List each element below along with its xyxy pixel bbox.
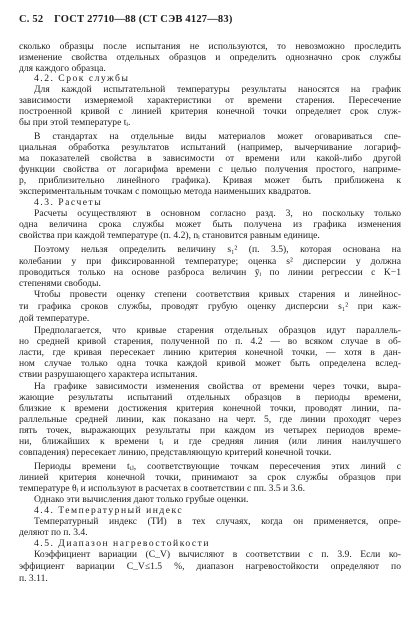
text-line: Поэтому нельзя определить величину s₁² (п. 3.5), которая основана на [34, 244, 401, 255]
standard-designation: ГОСТ 27710—88 (СТ СЭВ 4127—83) [54, 14, 233, 25]
text-line: проводиться только на основе разброса величин ȳᵢ по линии регрессии с K−1 [19, 267, 401, 278]
text-line: температуре θᵢ и используют в расчетах в соответствии с пп. 3.5 и 3.6. [19, 483, 305, 494]
section-heading: 4.5. Диапазон нагревостойкости [34, 538, 210, 549]
text-line: Коэффициент вариации (C_V) вычисляют в соответствии с п. 3.9. Если ко- [34, 549, 401, 560]
text-line: Для каждой испытательной температуры результаты наносятся на график [34, 84, 401, 95]
text-line: ствии разрушающего характера испытания. [19, 369, 198, 380]
text-line: деляют по п. 3.4. [19, 527, 88, 538]
text-line: Расчеты осуществляют в основном согласно разд. 3, но поскольку только [34, 208, 401, 219]
text-line: совпадения) пересекает линию, представляющую критерий конечной точки. [19, 447, 332, 458]
text-line: ти графика сроков службы, проводят грубую оценку дисперсии s₁² при каж- [19, 301, 401, 312]
text-line: одна величина срока службы может быть получена из графика изменения [19, 219, 401, 230]
text-line: близкие к времени достижения критерия конечной точки, проводят линии, па- [19, 403, 401, 414]
text-line: п. 3.11. [19, 573, 48, 584]
text-line: На графике зависимости изменения свойства от времени через точки, выра- [34, 381, 401, 392]
text-line: ма показателей свойства в зависимости от времени или какой-либо другой [19, 153, 401, 164]
section-heading: 4.4. Температурный индекс [34, 505, 184, 516]
text-line: степенями свободы. [19, 278, 101, 289]
text-line: циальная обработка результатов испытаний (например, вычерчивание логариф- [19, 142, 401, 153]
text-line: экспериментальным точкам с помощью метода наименьших квадратов. [19, 186, 312, 197]
text-line: раллельные средней линии, как показано на черт. 5, где линии проходят через [19, 414, 401, 425]
text-line: Периоды времени tᵢⱼ, соответствующие точкам пересечения этих линий с [34, 461, 401, 472]
page-number: С. 52 [19, 14, 44, 25]
text-line: дой температуре. [19, 313, 90, 324]
text-line: свойства при каждой температуре (п. 4.2), nᵢ становится равным единице. [19, 230, 320, 241]
text-line: ни, ближайших к времени tᵢ и где средняя линия (или линия наилучшего [19, 436, 401, 447]
page-header [19, 14, 233, 25]
text-line: В стандартах на отдельные виды материалов может оговариваться спе- [34, 131, 401, 142]
text-line: ном случае только одна точка каждой кривой может быть определена вслед- [19, 358, 401, 369]
text-line: эффициент вариации C_V≤1.5 %, диапазон нагревостойкости определяют по [19, 561, 401, 572]
text-line: пять точек, выражающих результаты при каждом из четырех периодов време- [19, 425, 401, 436]
text-line: но средней кривой старения, полученной по п. 4.2 — во всяком случае в об- [19, 336, 401, 347]
text-line: для каждого образца. [19, 63, 106, 74]
text-line: сколько образцы после испытания не используются, то невозможно проследить [19, 41, 401, 52]
text-line: Чтобы провести оценку степени соответствия кривых старения и линейнос- [34, 289, 401, 300]
section-heading: 4.3. Расчеты [34, 197, 103, 208]
text-line: ласти, где кривая пересекает линию критерия конечной точки, — хотя в дан- [19, 347, 401, 358]
text-line: колебании y при фиксированной температуре; оценка s² дисперсии y должна [19, 256, 401, 267]
text-line: Однако эти вычисления дают только грубые оценки. [34, 494, 249, 505]
text-line: р, приблизительно линейного графика). Кривая может быть приближена к [19, 175, 401, 186]
text-line: изменение свойства отдельных образцов и определить однозначно срок службы [19, 52, 401, 63]
text-line: зависимости измеряемой характеристики от времени старения. Пересечение [19, 95, 401, 106]
text-line: жающие результаты испытаний отдельных образцов в периоды времени, [19, 392, 401, 403]
text-line: построенной кривой с линией критерия конечной точки определяет срок служ- [19, 106, 401, 117]
text-line: функции свойства от логарифма времени с целью получения простого, наприме- [19, 164, 401, 175]
text-line: бы при этой температуре tᵢ. [19, 117, 131, 128]
text-line: Предполагается, что кривые старения отдельных образцов идут параллель- [34, 325, 401, 336]
text-line: Температурный индекс (ТИ) в тех случаях, когда он применяется, опре- [34, 516, 401, 527]
section-heading: 4.2. Срок службы [34, 73, 130, 84]
text-line: линией критерия конечной точки, принимают за срок службы образцов при [19, 472, 401, 483]
